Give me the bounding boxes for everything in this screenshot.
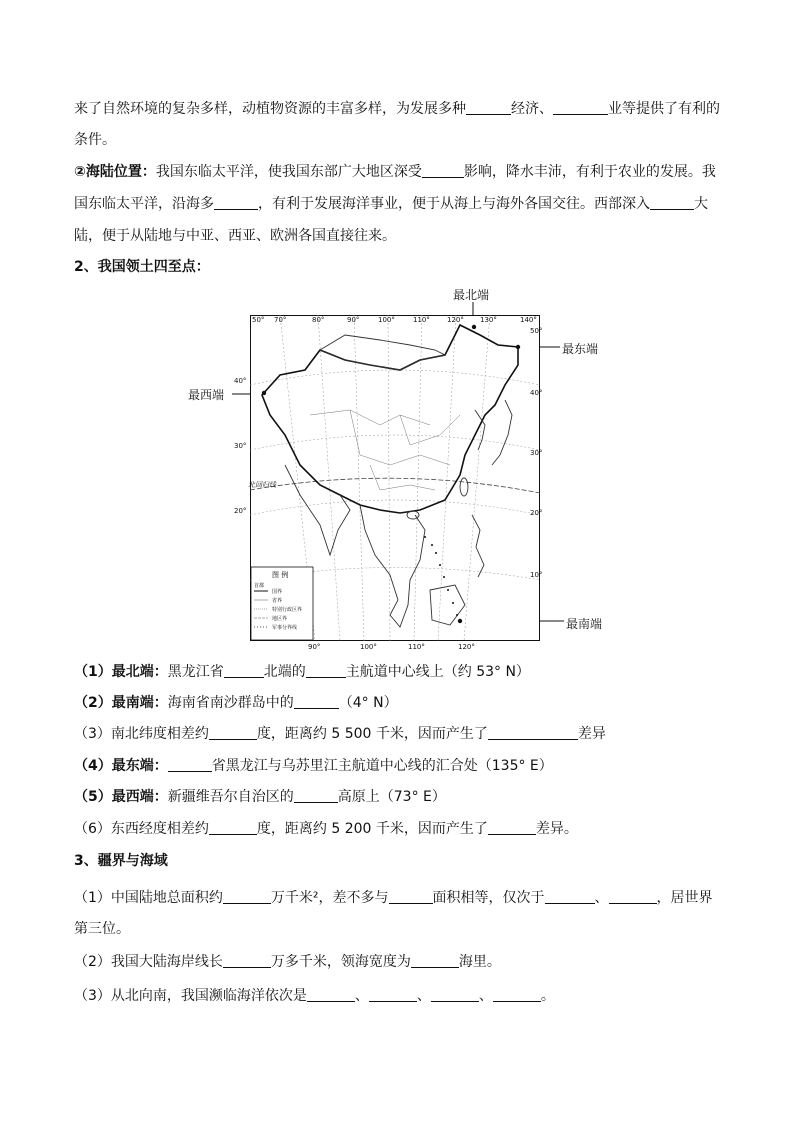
item-westmost: （5）最西端：新疆维吾尔自治区的 高原上（73° E） <box>74 789 446 805</box>
blank[interactable] <box>224 663 264 678</box>
china-map <box>234 315 543 651</box>
q3-line: （3）从北向南，我国濒临海洋依次是 、 、 、 。 <box>74 988 555 1004</box>
map-label-south: 最南端 <box>566 617 603 631</box>
blank[interactable] <box>488 820 536 835</box>
map-label-west: 最西端 <box>188 388 225 402</box>
svg-text:首都: 首都 <box>254 583 265 589</box>
blank[interactable] <box>209 820 257 835</box>
blank[interactable] <box>389 889 433 904</box>
svg-text:军事分界线: 军事分界线 <box>272 625 298 631</box>
svg-text:130°: 130° <box>480 316 497 324</box>
svg-text:40°: 40° <box>530 389 543 397</box>
svg-text:10°: 10° <box>530 571 543 579</box>
blank[interactable] <box>411 953 459 968</box>
map-legend <box>251 567 313 640</box>
svg-text:北回归线: 北回归线 <box>248 481 276 489</box>
svg-text:110°: 110° <box>413 316 430 324</box>
svg-text:国界: 国界 <box>272 589 283 595</box>
svg-text:120°: 120° <box>458 643 475 651</box>
blank[interactable] <box>209 725 257 740</box>
svg-text:20°: 20° <box>234 507 247 515</box>
svg-text:100°: 100° <box>378 316 395 324</box>
paragraph-line: 来了自然环境的复杂多样，动植物资源的丰富多样，为发展多种 经济、 业等提供了有利的 <box>74 101 720 117</box>
svg-text:100°: 100° <box>360 643 377 651</box>
item-lon-diff: （6）东西经度相差约 度，距离约 5 200 千米，因而产生了 差异。 <box>74 821 578 837</box>
section-title: 3、疆界与海域 <box>74 853 168 869</box>
item-lat-diff: （3）南北纬度相差约 度，距离约 5 500 千米，因而产生了 差异 <box>74 726 606 742</box>
svg-text:50°: 50° <box>252 316 265 324</box>
blank[interactable] <box>223 953 271 968</box>
blank[interactable] <box>431 987 479 1002</box>
sea-land-line-1: ②海陆位置：我国东临太平洋，使我国东部广大地区深受 影响，降水丰沛，有利于农业的发展。我 <box>74 164 716 180</box>
section-title: 2、我国领土四至点： <box>74 259 210 275</box>
blank[interactable] <box>493 987 541 1002</box>
svg-text:80°: 80° <box>312 316 325 324</box>
svg-text:40°: 40° <box>234 377 247 385</box>
blank[interactable] <box>168 757 212 772</box>
blank[interactable] <box>609 889 657 904</box>
item-southmost: （2）最南端：海南省南沙群岛中的 （4° N） <box>74 695 398 711</box>
blank[interactable] <box>488 725 578 740</box>
blank[interactable] <box>294 788 338 803</box>
blank[interactable] <box>294 694 339 709</box>
svg-text:90°: 90° <box>308 643 321 651</box>
svg-text:20°: 20° <box>530 509 543 517</box>
sea-land-label: ②海陆位置： <box>74 164 156 180</box>
paragraph-line: 条件。 <box>74 132 116 148</box>
sea-land-line-3: 陆，便于从陆地与中亚、西亚、欧洲各国直接往来。 <box>74 228 396 244</box>
svg-text:140°: 140° <box>520 316 537 324</box>
svg-text:120°: 120° <box>447 316 464 324</box>
svg-text:图 例: 图 例 <box>272 571 289 579</box>
q1-line-2: 第三位。 <box>74 921 130 937</box>
svg-text:特别行政区界: 特别行政区界 <box>272 607 303 613</box>
blank[interactable] <box>223 889 271 904</box>
blank[interactable] <box>545 889 595 904</box>
map-label-east: 最东端 <box>562 342 599 356</box>
svg-text:50°: 50° <box>530 327 543 335</box>
item-northmost: （1）最北端：黑龙江省 北端的 主航道中心线上（约 53° N） <box>74 664 530 680</box>
q2-line: （2）我国大陆海岸线长 万多千米，领海宽度为 海里。 <box>74 954 501 970</box>
svg-text:省界: 省界 <box>272 598 283 604</box>
item-eastmost: （4）最东端： 省黑龙江与乌苏里江主航道中心线的汇合处（135° E） <box>74 758 553 774</box>
svg-text:110°: 110° <box>408 643 425 651</box>
svg-text:90°: 90° <box>347 316 360 324</box>
q1-line: （1）中国陆地总面积约 万千米²，差不多与 面积相等，仅次于 、 ，居世界 <box>74 890 713 906</box>
svg-text:地区界: 地区界 <box>272 616 288 622</box>
svg-text:70°: 70° <box>274 316 287 324</box>
blank[interactable] <box>307 987 355 1002</box>
map-label-north: 最北端 <box>453 288 490 302</box>
blank[interactable] <box>369 987 417 1002</box>
svg-text:30°: 30° <box>530 449 543 457</box>
sea-land-line-2: 国东临太平洋，沿海多 ，有利于发展海洋事业，便于从海上与海外各国交往。西部深入 大 <box>74 196 708 212</box>
blank[interactable] <box>306 663 346 678</box>
svg-text:30°: 30° <box>234 442 247 450</box>
